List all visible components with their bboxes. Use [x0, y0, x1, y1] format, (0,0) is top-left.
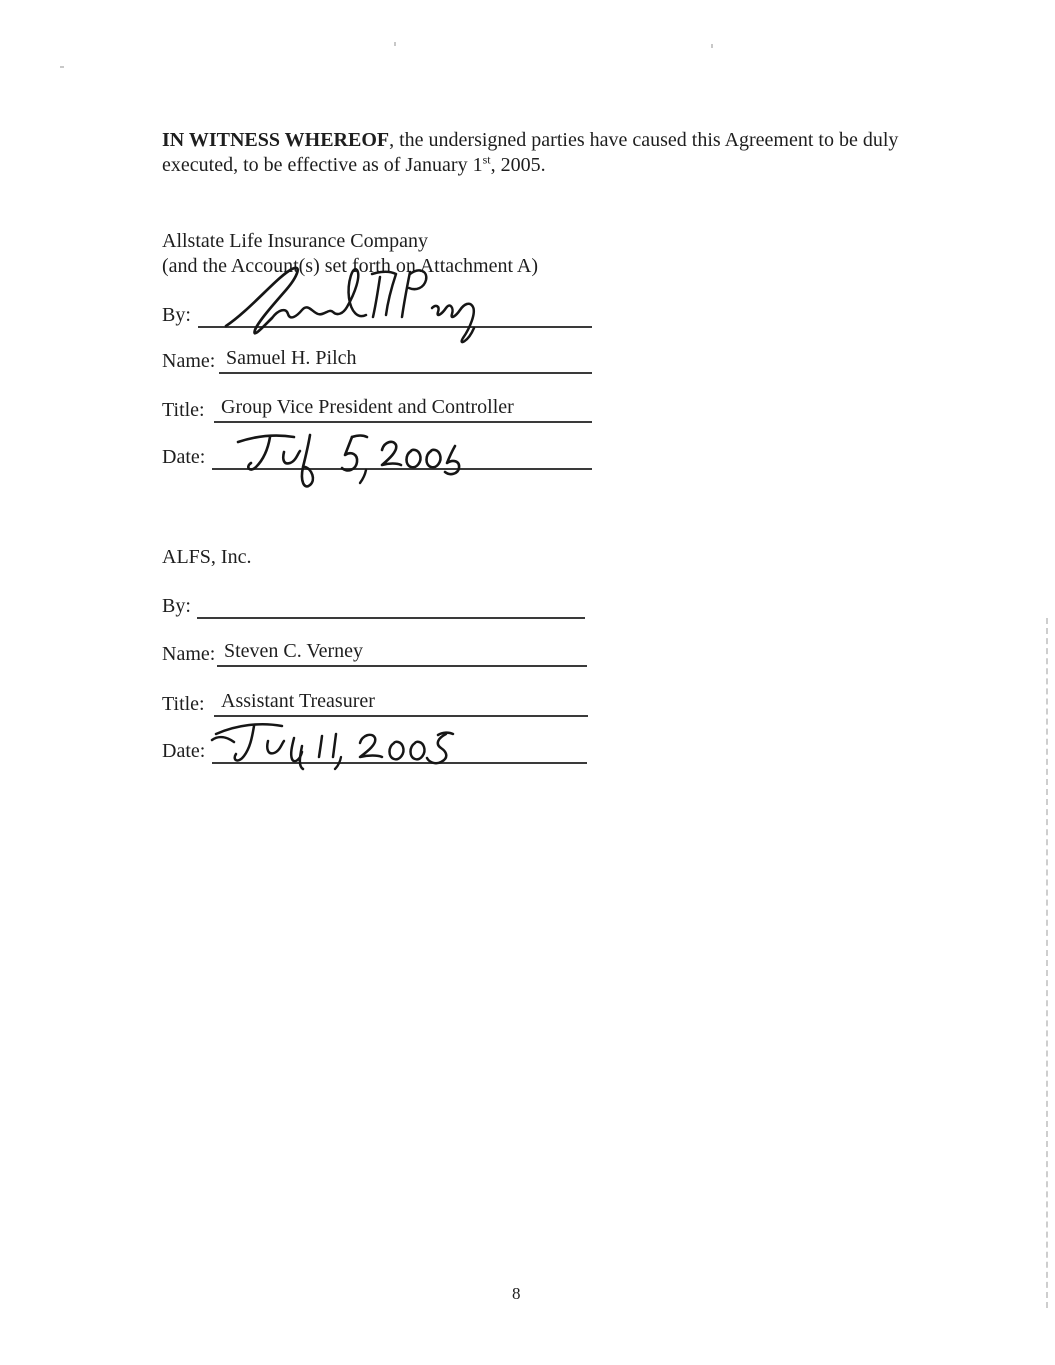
name-field-alfs [162, 641, 587, 667]
scan-speck [394, 42, 396, 46]
page-number: 8 [512, 1284, 521, 1303]
signature-samuel-h-pilch [220, 264, 512, 350]
scan-speck [60, 66, 64, 68]
date-label: Date: [162, 740, 206, 762]
name-line [217, 639, 587, 667]
date-label: Date: [162, 446, 206, 468]
name-value: Steven C. Verney [224, 640, 364, 662]
handwritten-date-july-5-2005 [230, 426, 462, 496]
by-field-alfs [162, 593, 587, 619]
title-line [214, 395, 592, 423]
title-value: Assistant Treasurer [221, 690, 375, 712]
name-line [219, 346, 592, 374]
title-field-allstate [162, 397, 592, 423]
party-name-allstate-accounts: (and the Account(s) set forth on Attachment A) [162, 255, 539, 277]
title-label: Title: [162, 399, 205, 421]
witness-clause [162, 128, 910, 178]
title-field-alfs [162, 691, 588, 717]
party-name-allstate: Allstate Life Insurance Company [162, 230, 429, 252]
scan-speck [711, 44, 713, 48]
name-label: Name: [162, 643, 216, 665]
name-label: Name: [162, 350, 216, 372]
title-value: Group Vice President and Controller [221, 396, 514, 418]
ordinal-superscript: st [482, 152, 491, 167]
handwritten-date-july-11-2005 [208, 716, 458, 774]
name-value: Samuel H. Pilch [226, 347, 357, 369]
title-line [214, 689, 588, 717]
witness-clause-tail: , 2005. [490, 154, 546, 176]
witness-clause-bold: IN WITNESS WHEREOF [162, 129, 390, 151]
by-label: By: [162, 595, 191, 617]
by-label: By: [162, 304, 191, 326]
witness-clause-body: , the undersigned parties have caused this Agreement to be duly executed, to be effective as of January 1 [162, 129, 899, 176]
party-name-alfs: ALFS, Inc. [162, 546, 252, 568]
by-signature-line-blank [197, 591, 585, 619]
name-field-allstate [162, 348, 592, 374]
title-label: Title: [162, 693, 205, 715]
scan-edge-artifact [1046, 618, 1048, 1308]
